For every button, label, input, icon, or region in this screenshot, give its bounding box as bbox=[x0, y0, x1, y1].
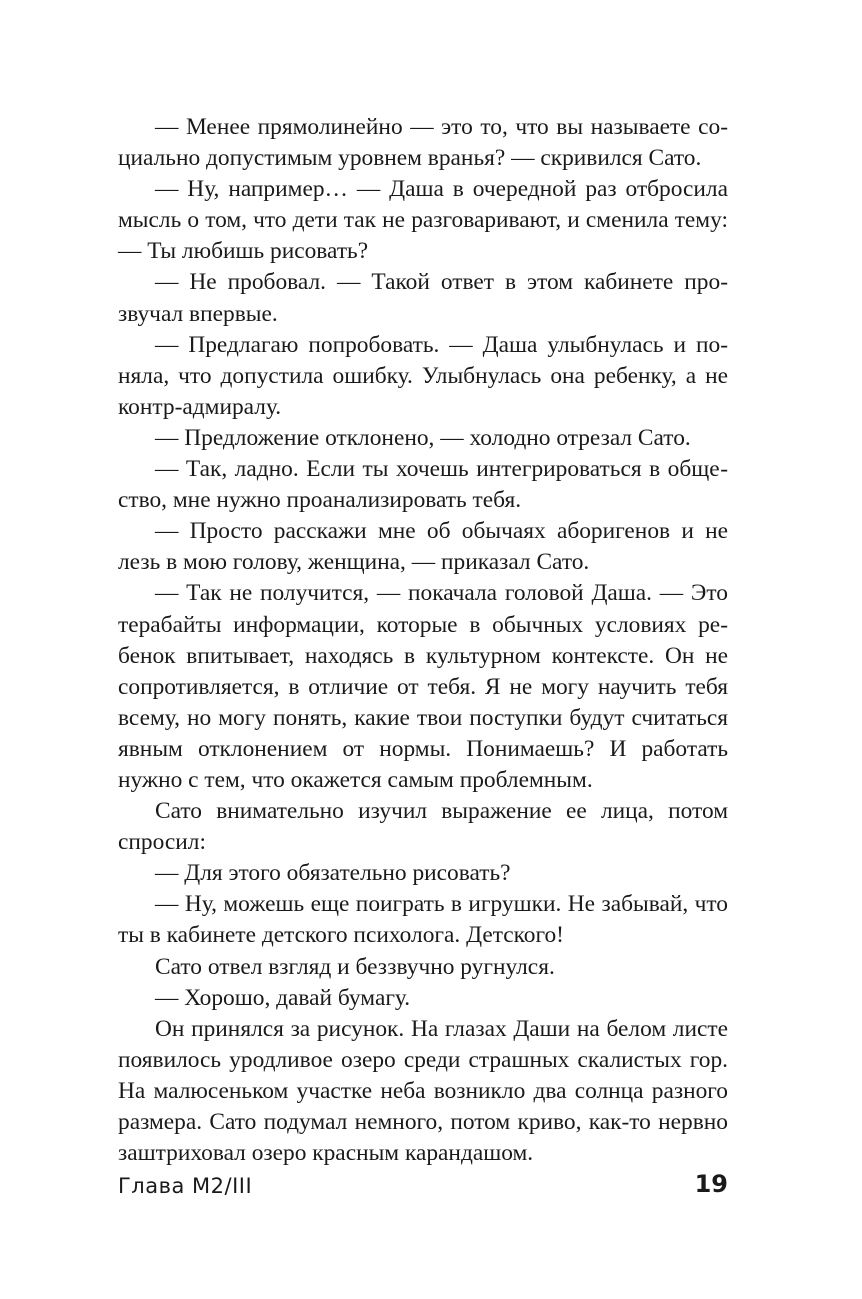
paragraph: Сато отвел взгляд и беззвучно ругнулся. bbox=[155, 953, 555, 980]
paragraph: — Так, ладно. Если ты хочешь интегрироваться в общество, мне нужно проанализировать тебя. bbox=[118, 456, 728, 514]
paragraph: — Предлагаю попробовать. — Даша улыбнулась и поняла, что допустила ошибку. Улыбнулась она ребенку, а не контр-адмиралу. bbox=[118, 331, 728, 420]
paragraph: — Ну, можешь еще поиграть в игрушки. Не забывай, что ты в кабинете детского психолога. Детского! bbox=[118, 891, 728, 949]
paragraph: — Просто расскажи мне об обычаях аборигенов и не лезь в мою голову, женщина, — приказал Сато. bbox=[118, 518, 728, 576]
book-page-text bbox=[118, 112, 728, 1169]
paragraph: — Не пробовал. — Такой ответ в этом кабинете прозвучал впервые. bbox=[118, 269, 728, 327]
paragraph: — Ну, например… — Даша в очередной раз отбросила мысль о том, что дети так не разговаривают, и сменила тему: — Ты любишь рисовать? bbox=[118, 176, 728, 265]
paragraph: — Предложение отклонено, — холодно отрезал Сато. bbox=[155, 424, 691, 451]
page-footer bbox=[118, 1170, 728, 1204]
paragraph: Он принялся за рисунок. На глазах Даши на белом листе появилось уродливое озеро среди страшных скалистых гор. На малюсеньком участке неба возникло два солнца разного размера. Сато подумал немного, потом криво, как-то нервно заштриховал озеро красным карандашом. bbox=[118, 1015, 728, 1167]
chapter-label: Глава М2/III bbox=[118, 1174, 253, 1198]
paragraph: — Менее прямолинейно — это то, что вы называете социально допустимым уровнем вранья? — скривился Сато. bbox=[118, 114, 728, 172]
paragraph: — Так не получится, — покачала головой Даша. — Это терабайты информации, которые в обычных условиях ребенок впитывает, находясь в культурном контексте. Он не сопротивляется, в отличие от тебя. Я не могу научить тебя всему, но могу понять, какие твои поступки будут считаться явным отклонением от нормы. Понимаешь? И работать нужно с тем, что окажется самым проблемным. bbox=[118, 580, 728, 793]
paragraph: — Хорошо, давай бумагу. bbox=[155, 984, 411, 1011]
paragraph: — Для этого обязательно рисовать? bbox=[155, 860, 511, 887]
paragraph: Сато внимательно изучил выражение ее лица, потом спросил: bbox=[118, 798, 728, 856]
page-number: 19 bbox=[694, 1170, 728, 1198]
